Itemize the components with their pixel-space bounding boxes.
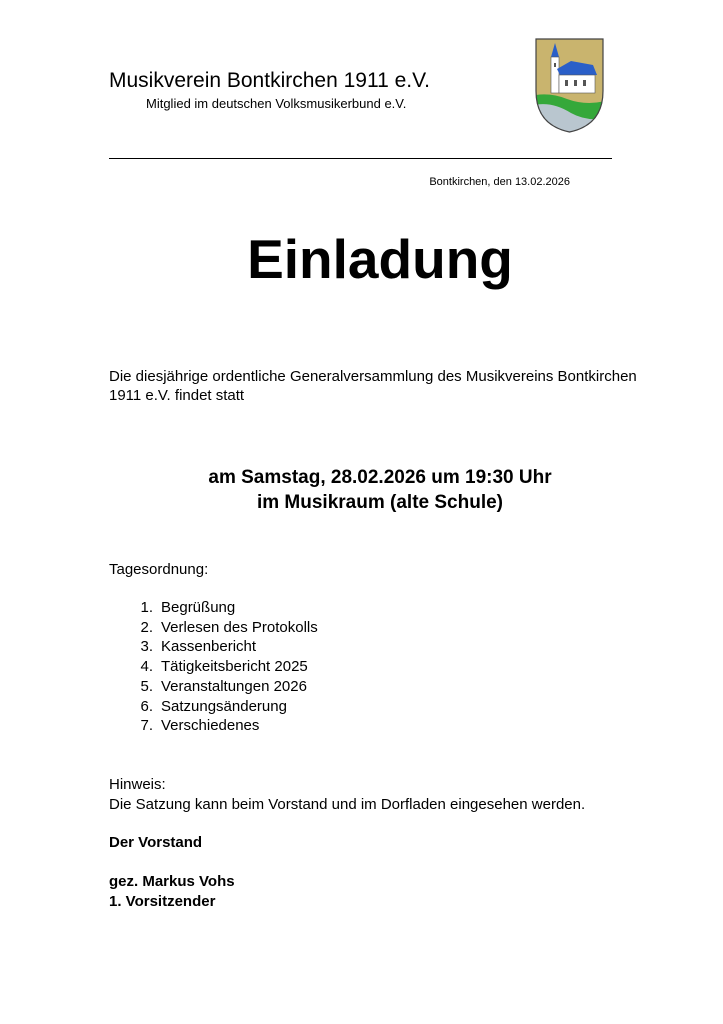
event-location: im Musikraum (alte Schule) [256, 492, 503, 513]
intro-paragraph: Die diesjährige ordentliche Generalversammlung des Musikvereins Bontkirchen 1911 e.V. findet statt [109, 368, 637, 404]
agenda-item-number: 3. [140, 638, 153, 656]
agenda-item-text: Kassenbericht [161, 638, 257, 656]
agenda-list [109, 598, 318, 736]
agenda-item [109, 637, 318, 657]
signatory-role: 1. Vorsitzender [109, 893, 216, 910]
agenda-item-number: 1. [140, 599, 153, 616]
agenda-item [109, 657, 318, 677]
agenda-item [109, 677, 318, 697]
agenda-item-number: 5. [140, 677, 153, 695]
agenda-item-text: Verlesen des Protokolls [161, 618, 318, 636]
note-section [109, 775, 585, 815]
org-subtitle: Mitglied im deutschen Volksmusikerbund e.V. [146, 96, 407, 111]
agenda-item-number: 4. [140, 658, 153, 676]
agenda-item-text: Tätigkeitsbericht 2025 [161, 658, 308, 676]
board-signoff: Der Vorstand [109, 834, 203, 851]
date-line: Bontkirchen, den 13.02.2026 [429, 176, 570, 188]
note-text: Die Satzung kann beim Vorstand und im Dorfladen eingesehen werden. [109, 796, 586, 813]
agenda-item-text: Satzungsänderung [161, 697, 287, 715]
event-details [0, 465, 723, 515]
agenda-item-text: Verschiedenes [161, 717, 260, 735]
signature-block [109, 872, 235, 912]
agenda-item-number: 6. [140, 697, 153, 715]
note-label: Hinweis: [109, 776, 166, 793]
agenda-item [109, 716, 318, 736]
agenda-item [109, 598, 318, 618]
agenda-item [109, 697, 318, 717]
agenda-item-number: 2. [140, 618, 153, 636]
document-title: Einladung [247, 228, 513, 290]
agenda-heading: Tagesordnung: [109, 561, 209, 578]
agenda-item-number: 7. [140, 717, 153, 735]
agenda-item [109, 618, 318, 638]
header-divider [109, 158, 612, 159]
agenda-item-text: Veranstaltungen 2026 [161, 677, 307, 695]
church-crest-icon [527, 33, 612, 135]
event-date-time: am Samstag, 28.02.2026 um 19:30 Uhr [208, 467, 552, 488]
signatory-name: gez. Markus Vohs [109, 873, 235, 890]
org-name: Musikverein Bontkirchen 1911 e.V. [109, 69, 431, 92]
agenda-item-text: Begrüßung [161, 599, 236, 616]
